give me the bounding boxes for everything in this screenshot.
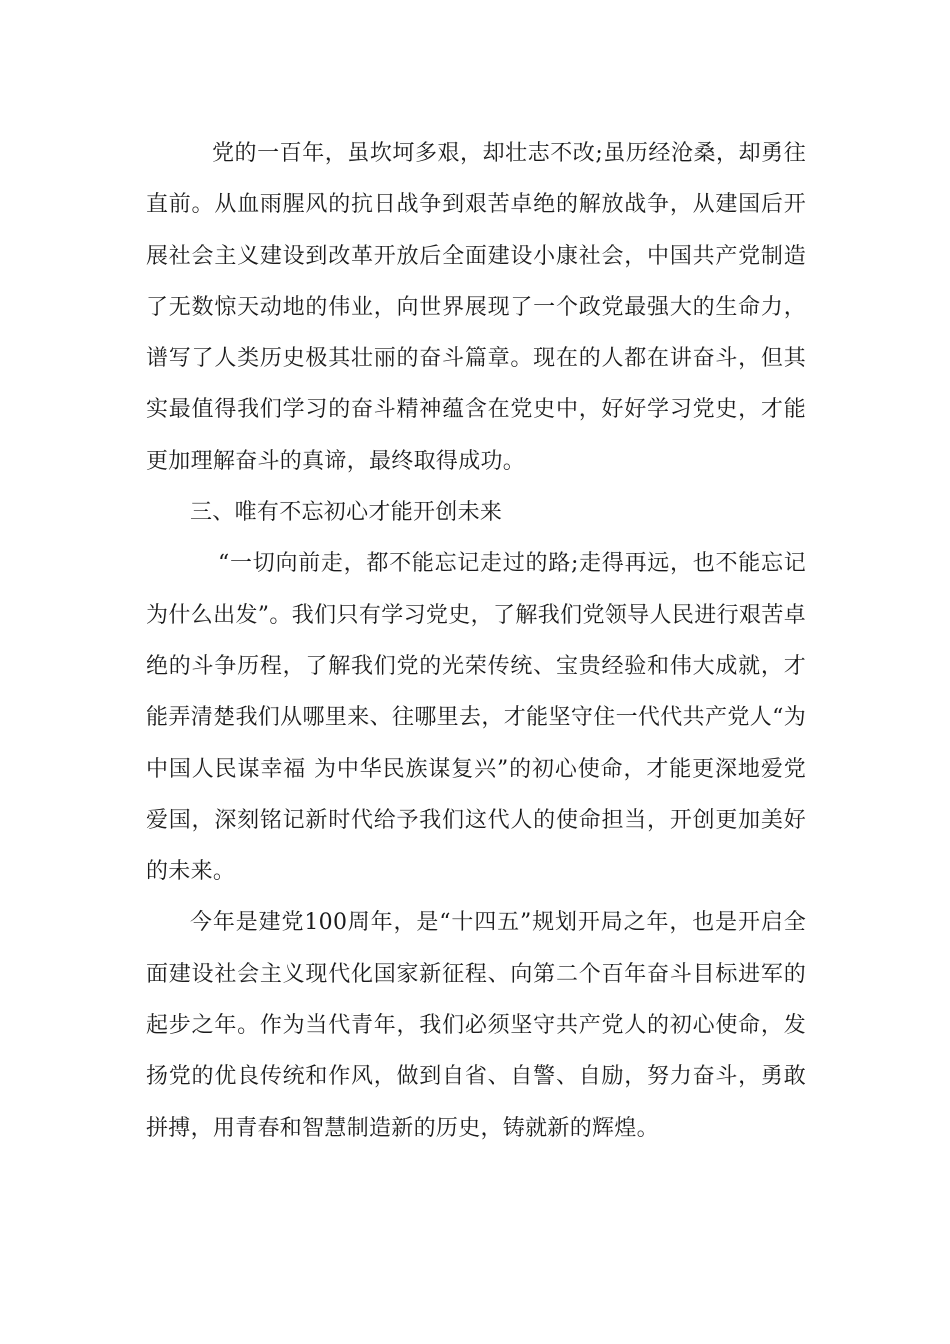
paragraph-centenary-youth: 今年是建党100周年，是“十四五”规划开局之年，也是开启全面建设社会主义现代化国家新征程、向第二个百年奋斗目标进军的起步之年。作为当代青年，我们必须坚守共产党人的初心使命，发扬党的优良传统和作风，做到自省、自警、自励，努力奋斗，勇敢拼搏，用青春和智慧制造新的历史，铸就新的辉煌。 <box>146 910 806 1141</box>
paragraph-original-aspiration: “一切向前走，都不能忘记走过的路;走得再远，也不能忘记为什么出发”。我们只有学习党史，了解我们党领导人民进行艰苦卓绝的斗争历程，了解我们党的光荣传统、宝贵经验和伟大成就，才能弄清楚我们从哪里来、往哪里去，才能坚守住一代代共产党人“为中国人民谋幸福 为中华民族谋复兴”的初心使命，才能更深地爱党爱国，深刻铭记新时代给予我们这代人的使命担当，开创更加美好的未来。 <box>146 551 806 885</box>
section-heading-three: 三、唯有不忘初心才能开创未来 <box>190 500 503 526</box>
paragraph-party-century: 党的一百年，虽坎坷多艰，却壮志不改;虽历经沧桑，却勇往直前。从血雨腥风的抗日战争到艰苦卓绝的解放战争，从建国后开展社会主义建设到改革开放后全面建设小康社会，中国共产党制造了无数惊天动地的伟业，向世界展现了一个政党最强大的生命力，谱写了人类历史极其壮丽的奋斗篇章。现在的人都在讲奋斗，但其实最值得我们学习的奋斗精神蕴含在党史中，好好学习党史，才能更加理解奋斗的真谛，最终取得成功。 <box>146 141 806 474</box>
document-body <box>146 128 806 1154</box>
